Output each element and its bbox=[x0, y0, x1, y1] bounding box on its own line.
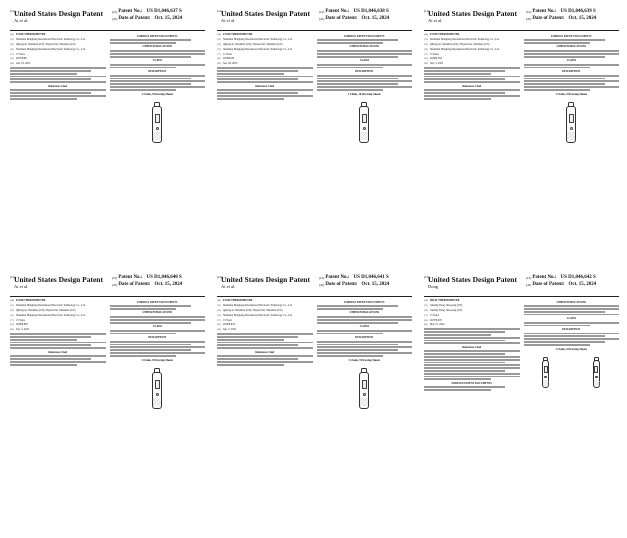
patent-page-6 bbox=[420, 272, 623, 534]
term: 15 Years bbox=[16, 52, 25, 56]
references-heading: References Cited bbox=[48, 350, 68, 354]
foreign-docs-heading: FOREIGN PATENT DOCUMENTS bbox=[137, 300, 178, 304]
patent-number: US D1,046,638 S bbox=[353, 9, 389, 14]
left-column: (54) FOOD THERMOMETER (71) Shenzhen Hongkang International Electronic Technology Co., Ltd. (72) Qihong Ai, Shenzhen (CN); Zhyuan Tan, Shenzhen (CN) (73) Shenzhen Hongkang International Electronic Technology Co., Ltd. (**) 15 Years (21) 29/906160 (22) Sep. 28, 2023 References Cited bbox=[217, 33, 313, 264]
patent-no-label: Patent No.: bbox=[325, 275, 350, 280]
thermometer-drawing-right bbox=[592, 357, 601, 389]
left-column: (54) FOOD THERMOMETER (71) Shenzhen Hongkang International Electronic Technology Co., Ltd. (72) Qihong Ai, Shenzhen (CN); Zhyuan Tan, Shenzhen (CN) (73) Shenzhen Hongkang International Electronic Technology Co., Ltd. (**) 15 Years (21) 29/876467 (22) Apr. 19, 2023 References Cited bbox=[10, 33, 106, 264]
patent-page-2 bbox=[213, 6, 416, 268]
application-number: 29/906,784 bbox=[430, 57, 442, 61]
filed-date: Apr. 19, 2023 bbox=[16, 62, 31, 66]
foreign-docs-heading: FOREIGN PATENT DOCUMENTS bbox=[344, 300, 385, 304]
patent-authors: Ai et al. bbox=[221, 18, 236, 23]
references-heading: References Cited bbox=[48, 84, 68, 88]
patent-date: Oct. 15, 2024 bbox=[361, 281, 390, 287]
claim-heading: CLAIM bbox=[152, 325, 162, 329]
references-heading: References Cited bbox=[462, 345, 482, 349]
claims-footer: 1 Claim, 8 Drawing Sheets bbox=[141, 92, 174, 96]
assignee: Shenzhen Hongkang International Electronic Technology Co., Ltd. bbox=[223, 313, 293, 317]
kind-code: (12) bbox=[424, 275, 430, 279]
inventors: Qihong Ai, Shenzhen (CN); Zhyuan Tan, Shenzhen (CN) bbox=[16, 42, 76, 46]
description-heading: DESCRIPTION bbox=[355, 69, 374, 73]
inventors: Qihong Ai, Shenzhen (CN); Zhyuan Tan, Shenzhen (CN) bbox=[430, 42, 490, 46]
claim-heading: CLAIM bbox=[566, 59, 576, 63]
foreign-docs-heading: FOREIGN PATENT DOCUMENTS bbox=[344, 34, 385, 38]
left-column: (54) FOOD THERMOMETER (71) Shenzhen Hongkang International Electronic Technology Co., Ltd. (72) Qihong Ai, Shenzhen (CN); Zhyuan Tan, Shenzhen (CN) (73) Shenzhen Hongkang International Electronic Technology Co., Ltd. (**) 15 Years (21) 29/906,834 (22) Sep. 5, 2023 References Cited bbox=[217, 299, 313, 530]
term: 15 Years bbox=[223, 318, 232, 322]
application-number: 29/906,865 bbox=[16, 323, 28, 327]
other-pub-heading: OTHER PUBLICATIONS bbox=[142, 311, 173, 315]
kind-code: (12) bbox=[217, 9, 223, 13]
patent-title: United States Design Patent bbox=[221, 275, 310, 284]
applicant: Shenzhen Hongkang International Electronic Technology Co., Ltd. bbox=[223, 37, 293, 41]
patent-page-5 bbox=[213, 272, 416, 534]
patent-page-4 bbox=[6, 272, 209, 534]
patent-authors: Ai et al. bbox=[14, 18, 29, 23]
claim-heading: CLAIM bbox=[359, 59, 369, 63]
inventors: Qihong Ai, Shenzhen (CN); Zhyuan Tan, Shenzhen (CN) bbox=[223, 42, 283, 46]
date-label: Date of Patent: bbox=[532, 281, 565, 287]
description-heading: DESCRIPTION bbox=[355, 335, 374, 339]
foreign-docs-heading: FOREIGN PATENT DOCUMENTS bbox=[137, 34, 178, 38]
patent-title: United States Design Patent bbox=[14, 9, 103, 18]
patent-no-label: Patent No.: bbox=[118, 9, 143, 14]
patent-date: Oct. 15, 2024 bbox=[154, 281, 183, 287]
other-pub-heading: OTHER PUBLICATIONS bbox=[556, 300, 587, 304]
applicant: Shenzhen Hongkang International Electronic Technology Co., Ltd. bbox=[16, 303, 86, 307]
claim-heading: CLAIM bbox=[359, 325, 369, 329]
application-number: 29/906160 bbox=[223, 57, 235, 61]
filed-date: Sep. 5, 2023 bbox=[430, 62, 443, 66]
patent-header: (12) United States Design Patent Ai et al. (10) Patent No.: US D1,046,638 S (45) Date of Patent: Oct. 15, 2024 bbox=[217, 9, 412, 31]
invention-title: FOOD THERMOMETER bbox=[16, 299, 46, 302]
patent-number: US D1,046,637 S bbox=[146, 9, 182, 14]
patent-title: United States Design Patent bbox=[14, 275, 103, 284]
assignee: Shenzhen Hongkang International Electronic Technology Co., Ltd. bbox=[430, 47, 500, 51]
patent-no-label: Patent No.: bbox=[532, 275, 557, 280]
description-heading: DESCRIPTION bbox=[148, 335, 167, 339]
kind-code: (12) bbox=[217, 275, 223, 279]
thermometer-drawing bbox=[358, 368, 370, 410]
kind-code: (12) bbox=[424, 9, 430, 13]
date-label: Date of Patent: bbox=[325, 15, 358, 21]
thermometer-drawing bbox=[151, 102, 163, 144]
applicant: Shenzhen Hongkang International Electronic Technology Co., Ltd. bbox=[16, 37, 86, 41]
thermometer-drawing bbox=[565, 102, 577, 144]
right-column bbox=[317, 33, 413, 264]
patent-authors: Dong bbox=[428, 284, 438, 289]
filed-date: Sep. 5, 2023 bbox=[223, 328, 236, 332]
claims-footer: 1 Claim, 8 Drawing Sheets bbox=[555, 92, 588, 96]
other-pub-heading: OTHER PUBLICATIONS bbox=[349, 311, 380, 315]
description-heading: DESCRIPTION bbox=[562, 69, 581, 73]
patent-title: United States Design Patent bbox=[221, 9, 310, 18]
right-column bbox=[110, 33, 206, 264]
applicant: Xueling Dong, Shaoyang (CN) bbox=[430, 303, 463, 307]
date-label: Date of Patent: bbox=[532, 15, 565, 21]
patent-no-label: Patent No.: bbox=[325, 9, 350, 14]
applicant: Shenzhen Hongkang International Electronic Technology Co., Ltd. bbox=[223, 303, 293, 307]
right-column bbox=[317, 299, 413, 530]
assignee: Shenzhen Hongkang International Electronic Technology Co., Ltd. bbox=[16, 313, 86, 317]
invention-title: MEAT THERMOMETER bbox=[430, 299, 460, 302]
patent-authors: Ai et al. bbox=[221, 284, 236, 289]
term: 15 Years bbox=[430, 313, 439, 317]
inventors: Xueling Dong, Shaoyang (CN) bbox=[430, 308, 463, 312]
patent-no-label: Patent No.: bbox=[532, 9, 557, 14]
date-label: Date of Patent: bbox=[118, 281, 151, 287]
patent-page-3 bbox=[420, 6, 623, 268]
other-pub-heading: OTHER PUBLICATIONS bbox=[556, 45, 587, 49]
thermometer-drawing bbox=[151, 368, 163, 410]
references-heading: References Cited bbox=[255, 350, 275, 354]
inventors: Qihong Ai, Shenzhen (CN); Zhyuan Tan, Shenzhen (CN) bbox=[16, 308, 76, 312]
kind-code: (12) bbox=[10, 9, 16, 13]
claims-footer: 1 Claim, 8 Drawing Sheets bbox=[555, 347, 588, 351]
references-heading: References Cited bbox=[255, 84, 275, 88]
other-pub-heading: OTHER PUBLICATIONS bbox=[349, 45, 380, 49]
term: 15 Years bbox=[16, 318, 25, 322]
patent-header: (12) United States Design Patent Ai et al. (10) Patent No.: US D1,046,637 S (45) Date of Patent: Oct. 15, 2024 bbox=[10, 9, 205, 31]
foreign-docs-heading: FOREIGN PATENT DOCUMENTS bbox=[551, 34, 592, 38]
invention-title: FOOD THERMOMETER bbox=[223, 299, 253, 302]
patent-date: Oct. 15, 2024 bbox=[568, 281, 597, 287]
date-label: Date of Patent: bbox=[118, 15, 151, 21]
references-heading: References Cited bbox=[462, 84, 482, 88]
right-column bbox=[110, 299, 206, 530]
claim-heading: CLAIM bbox=[566, 316, 576, 320]
left-column: (54) MEAT THERMOMETER (71) Xueling Dong, Shaoyang (CN) (72) Xueling Dong, Shaoyang (CN) (**) 15 Years (21) 29/878,676 (22) May 27, 2024 References Cited FOREIGN PATENT DOCUMENTS bbox=[424, 299, 520, 530]
patent-number: US D1,046,639 S bbox=[560, 9, 596, 14]
invention-title: FOOD THERMOMETER bbox=[16, 33, 46, 36]
patent-page-1 bbox=[6, 6, 209, 268]
claims-footer: 1 Claim, 9 Drawing Sheets bbox=[348, 358, 381, 362]
filed-date: Sep. 28, 2023 bbox=[223, 62, 238, 66]
description-heading: DESCRIPTION bbox=[562, 327, 581, 331]
assignee: Shenzhen Hongkang International Electronic Technology Co., Ltd. bbox=[223, 47, 293, 51]
patent-date: Oct. 15, 2024 bbox=[361, 15, 390, 21]
other-pub-heading: OTHER PUBLICATIONS bbox=[142, 45, 173, 49]
claims-footer: 1 Claim, 10 Drawing Sheets bbox=[347, 92, 381, 96]
application-number: 29/878,676 bbox=[430, 318, 442, 322]
patent-header: (12) United States Design Patent Dong (10) Patent No.: US D1,046,642 S (45) Date of Patent: Oct. 15, 2024 bbox=[424, 275, 619, 297]
inventors: Qihong Ai, Shenzhen (CN); Zhyuan Tan, Shenzhen (CN) bbox=[223, 308, 283, 312]
assignee: Shenzhen Hongkang International Electronic Technology Co., Ltd. bbox=[16, 47, 86, 51]
application-number: 29/906,834 bbox=[223, 323, 235, 327]
term: 15 Years bbox=[223, 52, 232, 56]
patent-date: Oct. 15, 2024 bbox=[154, 15, 183, 21]
term: 15 Years bbox=[430, 52, 439, 56]
patent-title: United States Design Patent bbox=[428, 9, 517, 18]
patent-number: US D1,046,640 S bbox=[146, 275, 182, 280]
filed-date: Sep. 5, 2023 bbox=[16, 328, 29, 332]
patent-authors: Ai et al. bbox=[14, 284, 29, 289]
patent-number: US D1,046,641 S bbox=[353, 275, 389, 280]
left-column: (54) FOOD THERMOMETER (71) Shenzhen Hongkang International Electronic Technology Co., Ltd. (72) Qihong Ai, Shenzhen (CN); Zhyuan Tan, Shenzhen (CN) (73) Shenzhen Hongkang International Electronic Technology Co., Ltd. (**) 15 Years (21) 29/906,784 (22) Sep. 5, 2023 References Cited bbox=[424, 33, 520, 264]
patent-header: (12) United States Design Patent Ai et al. (10) Patent No.: US D1,046,639 S (45) Date of Patent: Oct. 15, 2024 bbox=[424, 9, 619, 31]
patent-date: Oct. 15, 2024 bbox=[568, 15, 597, 21]
patent-number: US D1,046,642 S bbox=[560, 275, 596, 280]
patent-header: (12) United States Design Patent Ai et al. (10) Patent No.: US D1,046,640 S (45) Date of Patent: Oct. 15, 2024 bbox=[10, 275, 205, 297]
patent-authors: Ai et al. bbox=[428, 18, 443, 23]
filed-date: May 27, 2024 bbox=[430, 323, 445, 327]
claims-footer: 1 Claim, 8 Drawing Sheets bbox=[141, 358, 174, 362]
thermometer-drawing-left bbox=[541, 357, 550, 389]
patent-no-label: Patent No.: bbox=[118, 275, 143, 280]
invention-title: FOOD THERMOMETER bbox=[223, 33, 253, 36]
claim-heading: CLAIM bbox=[152, 59, 162, 63]
patent-header: (12) United States Design Patent Ai et al. (10) Patent No.: US D1,046,641 S (45) Date of Patent: Oct. 15, 2024 bbox=[217, 275, 412, 297]
application-number: 29/876467 bbox=[16, 57, 28, 61]
foreign-docs-heading: FOREIGN PATENT DOCUMENTS bbox=[451, 381, 492, 385]
thermometer-drawing bbox=[358, 102, 370, 144]
applicant: Shenzhen Hongkang International Electronic Technology Co., Ltd. bbox=[430, 37, 500, 41]
description-heading: DESCRIPTION bbox=[148, 69, 167, 73]
right-column bbox=[524, 33, 620, 264]
invention-title: FOOD THERMOMETER bbox=[430, 33, 460, 36]
date-label: Date of Patent: bbox=[325, 281, 358, 287]
left-column: (54) FOOD THERMOMETER (71) Shenzhen Hongkang International Electronic Technology Co., Ltd. (72) Qihong Ai, Shenzhen (CN); Zhyuan Tan, Shenzhen (CN) (73) Shenzhen Hongkang International Electronic Technology Co., Ltd. (**) 15 Years (21) 29/906,865 (22) Sep. 5, 2023 References Cited bbox=[10, 299, 106, 530]
patent-title: United States Design Patent bbox=[428, 275, 517, 284]
kind-code: (12) bbox=[10, 275, 16, 279]
right-column bbox=[524, 299, 620, 530]
